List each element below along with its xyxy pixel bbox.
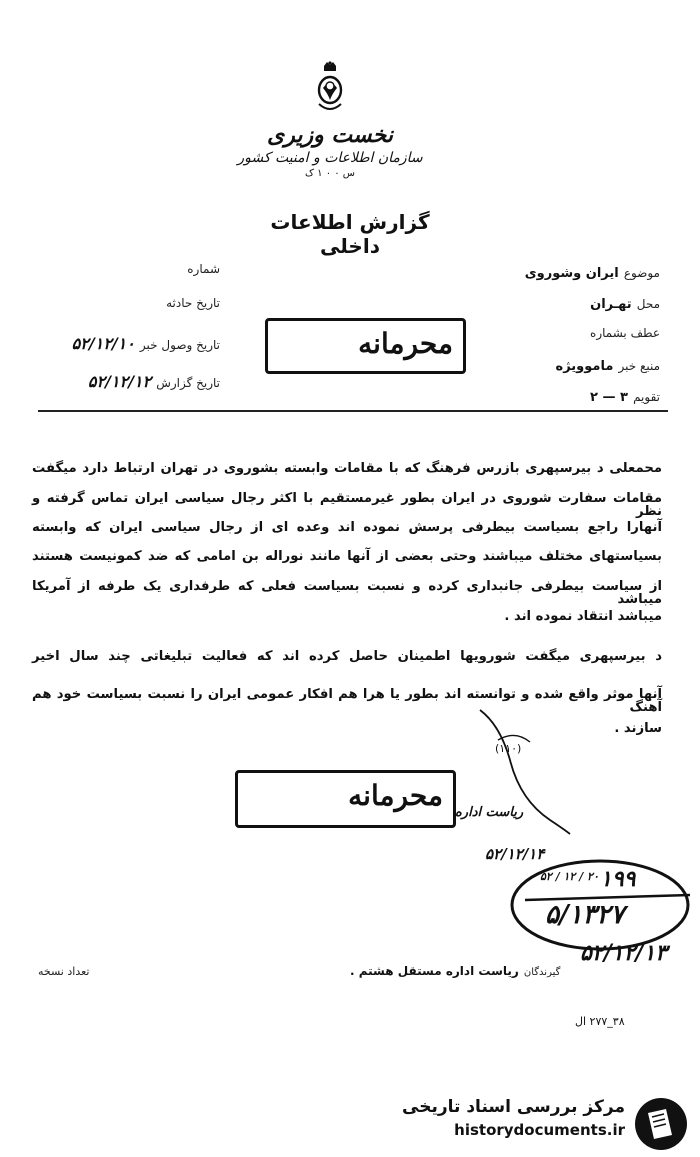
subject-label: موضوع — [623, 266, 660, 280]
receipt-date-value: ۵۲/۱۲/۱۰ — [71, 334, 135, 353]
org-sub-name: سازمان اطلاعات و امنیت کشور — [237, 150, 423, 166]
doc-code: ۳۸_۲۷۷ ال — [575, 1015, 625, 1028]
header-divider — [38, 410, 668, 412]
evaluation-label: تقویم — [633, 390, 660, 404]
body-line: آنهارا راجع بسیاست بیطرفی پرسش نموده اند وعده ای از رجال سیاسی ایران که وابسته — [32, 520, 662, 535]
evaluation-value: ۳ — ۲ — [590, 390, 628, 405]
report-date-field — [40, 372, 220, 391]
branding-block — [402, 1097, 625, 1139]
org-code: س ۰ ۰ ۱ ک — [304, 168, 356, 179]
brand-url: historydocuments.ir — [454, 1121, 625, 1139]
confidential-stamp-bottom-text: محرمانه — [348, 779, 443, 812]
body-line: مقامات سفارت شوروی در ایران بطور غیرمستقیم با اکثر رجال سیاسی ایران تماس گرفته و نظر — [32, 491, 662, 520]
event-date-label: تاریخ حادثه — [166, 296, 220, 310]
evaluation-field — [590, 386, 660, 405]
confidential-stamp — [265, 318, 466, 374]
royal-crest-icon — [310, 60, 350, 116]
source-value: ماموویژه — [555, 359, 614, 374]
handwritten-date-bottom: ۵۲/۱۲/۱۳ — [580, 940, 667, 966]
distribution-value: ریاست اداره مستقل هشتم . — [350, 964, 519, 978]
registry-serial: ۵/۱۳۲۷ — [545, 900, 625, 930]
report-date-label: تاریخ گزارش — [156, 376, 220, 390]
reference-field — [590, 322, 660, 341]
event-date-field — [40, 292, 220, 311]
body-line: بسیاستهای مختلف میباشند وحتی بعضی از آنها مانند نوراله بن امامی که ضد کمونیست هستند — [32, 549, 662, 564]
handwritten-name: ریاست اداره — [455, 805, 524, 820]
receipt-date-label: تاریخ وصول خبر — [139, 338, 220, 352]
subject-field — [525, 262, 660, 281]
registry-number: ۱۹۹ — [600, 866, 636, 892]
copies-label: تعداد نسخه — [38, 965, 90, 978]
confidential-stamp-bottom — [235, 770, 456, 828]
source-field — [556, 355, 660, 374]
handwritten-date: ۵۲/۱۲/۱۴ — [485, 845, 545, 863]
report-title: گزارش اطلاعات داخلی — [270, 210, 430, 258]
body-line: آنها موثر واقع شده و توانسته اند بطور یا هرا هم افکار عمومی ایران را نسبت بسیاست خود هم آهنگ — [32, 687, 662, 716]
archive-logo-icon — [632, 1095, 690, 1153]
distribution-label: گیرندگان — [523, 967, 561, 978]
receipt-date-field — [40, 334, 220, 353]
location-value: تهـران — [590, 297, 632, 312]
location-label: محل — [636, 297, 660, 311]
source-label: منبع خبر — [618, 359, 660, 373]
signature-note: (۱۱۰) — [495, 742, 522, 755]
report-date-value: ۵۲/۱۲/۱۲ — [87, 372, 152, 391]
subject-value: ایران وشوروی — [524, 266, 619, 281]
confidential-stamp-text: محرمانه — [358, 327, 453, 360]
distribution-field — [350, 960, 560, 979]
body-line: محمعلی د بیرسپهری بازرس فرهنگ که با مقامات وابسته بشوروی در تهران ارتباط دارد میگفت — [32, 461, 662, 476]
org-main-name: نخست وزیری — [267, 122, 393, 148]
number-label: شماره — [187, 262, 220, 276]
reference-label: عطف بشماره — [590, 326, 660, 340]
body-line: سازند . — [614, 721, 662, 736]
body-line: د بیرسپهری میگفت شورویها اطمینان حاصل کرده اند که فعالیت تبلیغاتی چند سال اخیر — [32, 649, 662, 664]
letterhead — [230, 60, 430, 179]
copies-field — [38, 960, 89, 979]
location-field — [590, 293, 660, 312]
number-field — [40, 258, 220, 277]
brand-title: مرکز بررسی اسناد تاریخی — [402, 1097, 625, 1117]
registry-date: ۲۰ / ۱۲ / ۵۲ — [540, 870, 599, 883]
body-line: میباشد انتقاد نموده اند . — [504, 609, 662, 624]
body-line: از سیاست بیطرفی جانبداری کرده و نسبت بسیاست فعلی که طرفداری یک طرفه از آمریکا میباشد — [32, 579, 662, 608]
